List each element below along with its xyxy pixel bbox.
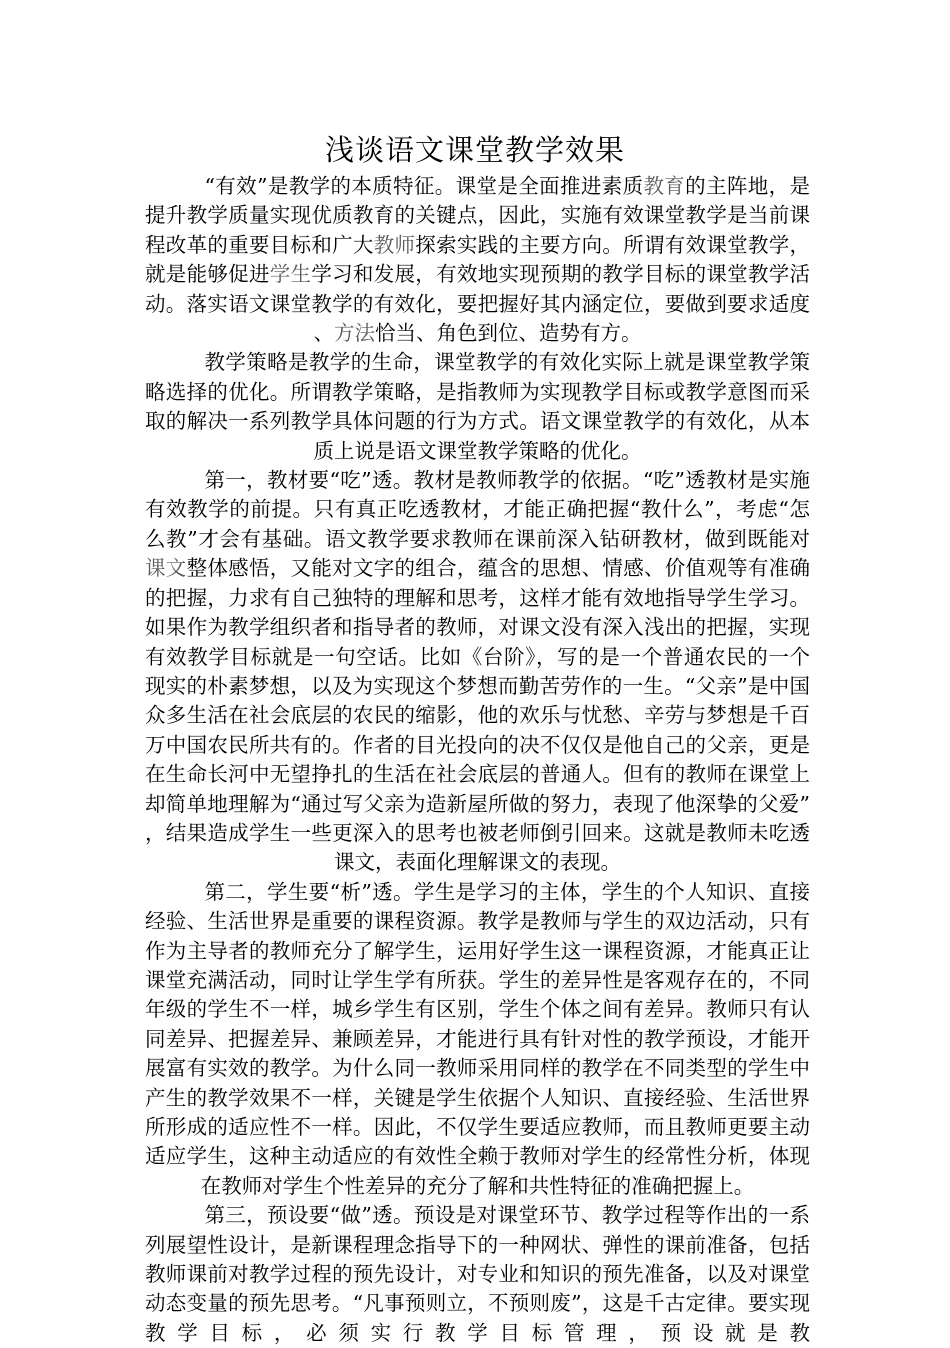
paragraph	[145, 172, 810, 348]
keyword-link[interactable]: 学生	[269, 262, 312, 287]
paragraph-text: 整体感悟，又能对文字的组合，蕴含的思想、情感、价值观等有准确的把握，力求有自己独特的理解和思考，这样才能有效地指导学生学习。如果作为教学组织者和指导者的教师，对课文没有深入浅出的把握，实现有效教学目标就是一句空话。比如《台阶》，写的是一个普通农民的一个现实的朴素梦想，以及为实现这个梦想而勤苦劳作的一生。“父亲”是中国众多生活在社会底层的农民的缩影，他的欢乐与忧愁、辛劳与梦想是千百万中国农民所共有的。作者的目光投向的决不仅仅是他自己的父亲，更是在生命长河中无望挣扎的生活在社会底层的普通人。但有的教师在课堂上却简单地理解为“通过写父亲为造新屋所做的努力，表现了他深挚的父爱”，结果造成学生一些更深入的思考也被老师倒引回来。这就是教师未吃透课文，表面化理解课文的表现。	[145, 556, 811, 875]
paragraph-text: 恰当、角色到位、造势有方。	[375, 321, 642, 346]
paragraph-text: 教学策略是教学的生命，课堂教学的有效化实际上就是课堂教学策略选择的优化。所谓教学策略，是指教师为实现教学目标或教学意图而采取的解决一系列教学具体问题的行为方式。语文课堂教学的有效化，从本质上说是语文课堂教学策略的优化。	[145, 350, 810, 463]
paragraph	[145, 466, 810, 878]
paragraph	[145, 878, 810, 1201]
keyword-link[interactable]: 课文	[145, 556, 187, 581]
paragraph-text: 第三，预设要“做”透。预设是对课堂环节、教学过程等作出的一系列展望性设计，是新课程理念指导下的一种网状、弹性的课前准备，包括教师课前对教学过程的预先设计，对专业和知识的预先准备，以及对课堂动态变量的预先思考。“凡事预则立，不预则废”，这是千古定律。要实现教学目标，必须实行教学目标管理，预设就是教	[145, 1203, 810, 1345]
document-body	[145, 172, 810, 1348]
paragraph-text: 探索实践的主要方向。所谓有效课堂教学，就是能够促进	[145, 232, 811, 287]
paragraph	[145, 348, 810, 466]
paragraph-text: “有效”是教学的本质特征。课堂是全面推进素质	[204, 174, 644, 198]
keyword-link[interactable]: 教育	[643, 174, 686, 198]
keyword-link[interactable]: 方法	[334, 321, 375, 346]
keyword-link[interactable]: 教师	[373, 232, 416, 257]
paragraph-text: 的主阵地，是提升教学质量实现优质教育的关键点，因此，实施有效课堂教学是当前课程改革的重要目标和广大	[145, 174, 810, 257]
paragraph	[145, 1201, 810, 1348]
paragraph-text: 第二，学生要“析”透。学生是学习的主体，学生的个人知识、直接经验、生活世界是重要的课程资源。教学是教师与学生的双边活动，只有作为主导者的教师充分了解学生，运用好学生这一课程资源，才能真正让课堂充满活动，同时让学生学有所获。学生的差异性是客观存在的，不同年级的学生不一样，城乡学生有区别，学生个体之间有差异。教师只有认同差异、把握差异、兼顾差异，才能进行具有针对性的教学预设，才能开展富有实效的教学。为什么同一教师采用同样的教学在不同类型的学生中产生的教学效果不一样，关键是学生依据个人知识、直接经验、生活世界所形成的适应性不一样。因此，不仅学生要适应教师，而且教师更要主动适应学生，这种主动适应的有效性全赖于教师对学生的经常性分析，体现在教师对学生个性差异的充分了解和共性特征的准确把握上。	[145, 879, 810, 1198]
document-title: 浅谈语文课堂教学效果	[324, 133, 625, 167]
paragraph-text: 第一，教材要“吃”透。教材是教师教学的依据。“吃”透教材是实施有效教学的前提。只有真正吃透教材，才能正确把握“教什么”，考虑“怎么教”才会有基础。语文教学要求教师在课前深入钻研教材，做到既能对	[145, 468, 810, 551]
paragraph-text: 学习和发展，有效地实现预期的教学目标的课堂教学活动。落实语文课堂教学的有效化，要把握好其内涵定位，要做到要求适度、	[145, 262, 811, 346]
